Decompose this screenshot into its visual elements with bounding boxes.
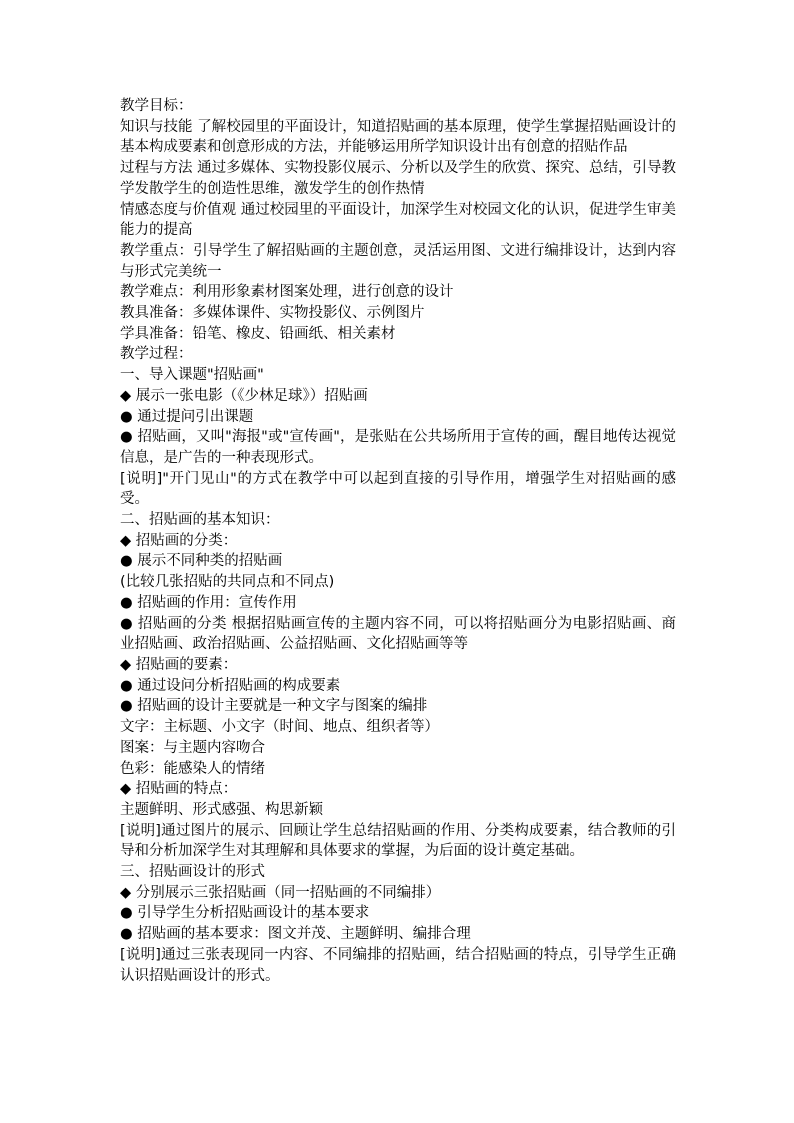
knowledge-skills-paragraph: 知识与技能 了解校园里的平面设计，知道招贴画的基本原理，使学生掌握招贴画设计的基本构成要素和创意形成的方法，并能够运用所学知识设计出有创意的招贴作品 — [120, 118, 676, 156]
text-line: 图案：与主题内容吻合 — [120, 739, 265, 756]
emotion-values-paragraph: 情感态度与价值观 通过校园里的平面设计，加深学生对校园文化的认识，促进学生审美能力的提高 — [120, 201, 676, 239]
diamond-bullet-item: ◆ 招贴画的特点： — [120, 781, 238, 798]
diamond-bullet-item: ◆ 招贴画的要素： — [120, 656, 238, 673]
teaching-goals-heading: 教学目标： — [120, 98, 193, 114]
dot-bullet-item: ● 通过提问引出课题 — [120, 408, 254, 425]
section-2-heading: 二、招贴画的基本知识： — [120, 512, 280, 529]
text-line: 色彩：能感染人的情绪 — [120, 760, 265, 777]
teaching-process-heading: 教学过程： — [120, 346, 193, 363]
teaching-focus-paragraph: 教学重点：引导学生了解招贴画的主题创意，灵活运用图、文进行编排设计，达到内容与形式完美统一 — [120, 242, 676, 280]
note-paragraph: [说明]通过图片的展示、回顾让学生总结招贴画的作用、分类构成要素，结合教师的引导和分析加深学生对其理解和具体要求的掌握，为后面的设计奠定基础。 — [120, 822, 676, 860]
dot-bullet-item: ● 招贴画，又叫"海报"或"宣传画"，是张贴在公共场所用于宣传的画，醒目地传达视觉信息，是广告的一种表现形式。 — [120, 429, 676, 466]
note-paragraph: [说明]"开门见山"的方式在教学中可以起到直接的引导作用，增强学生对招贴画的感受。 — [120, 470, 676, 508]
process-method-paragraph: 过程与方法 通过多媒体、实物投影仪展示、分析以及学生的欣赏、探究、总结，引导教学发散学生的创造性思维，激发学生的创作热情 — [120, 160, 676, 197]
section-1-heading: 一、导入课题"招贴画" — [120, 367, 264, 384]
student-materials-line: 学具准备：铅笔、橡皮、铅画纸、相关素材 — [120, 325, 396, 342]
dot-bullet-item: ● 引导学生分析招贴画设计的基本要求 — [120, 905, 370, 922]
dot-bullet-item: ● 招贴画的作用：宣传作用 — [120, 594, 297, 611]
diamond-bullet-item: ◆ 分别展示三张招贴画（同一招贴画的不同编排） — [120, 884, 441, 901]
text-line: 主题鲜明、形式感强、构思新颖 — [120, 801, 323, 818]
section-3-heading: 三、招贴画设计的形式 — [120, 864, 265, 881]
dot-bullet-item: ● 招贴画的分类 根据招贴画宣传的主题内容不同，可以将招贴画分为电影招贴画、商业招贴画、政治招贴画、公益招贴画、文化招贴画等等 — [120, 615, 676, 653]
text-line: 文字：主标题、小文字（时间、地点、组织者等） — [120, 719, 439, 736]
document-page — [120, 96, 676, 986]
dot-bullet-item: ● 通过设问分析招贴画的构成要素 — [120, 677, 341, 694]
text-line: (比较几张招贴的共同点和不同点) — [120, 574, 335, 591]
diamond-bullet-item: ◆ 展示一张电影（《少林足球》）招贴画 — [120, 387, 368, 404]
dot-bullet-item: ● 招贴画的基本要求：图文并茂、主题鲜明、编排合理 — [120, 926, 471, 943]
note-paragraph: [说明]通过三张表现同一内容、不同编排的招贴画，结合招贴画的特点，引导学生正确认识招贴画设计的形式。 — [120, 946, 676, 984]
teaching-difficulty-line: 教学难点：利用形象素材图案处理，进行创意的设计 — [120, 284, 454, 301]
teaching-aids-line: 教具准备：多媒体课件、实物投影仪、示例图片 — [120, 305, 425, 322]
diamond-bullet-item: ◆ 招贴画的分类： — [120, 532, 238, 549]
dot-bullet-item: ● 展示不同种类的招贴画 — [120, 553, 283, 570]
dot-bullet-item: ● 招贴画的设计主要就是一种文字与图案的编排 — [120, 698, 428, 715]
